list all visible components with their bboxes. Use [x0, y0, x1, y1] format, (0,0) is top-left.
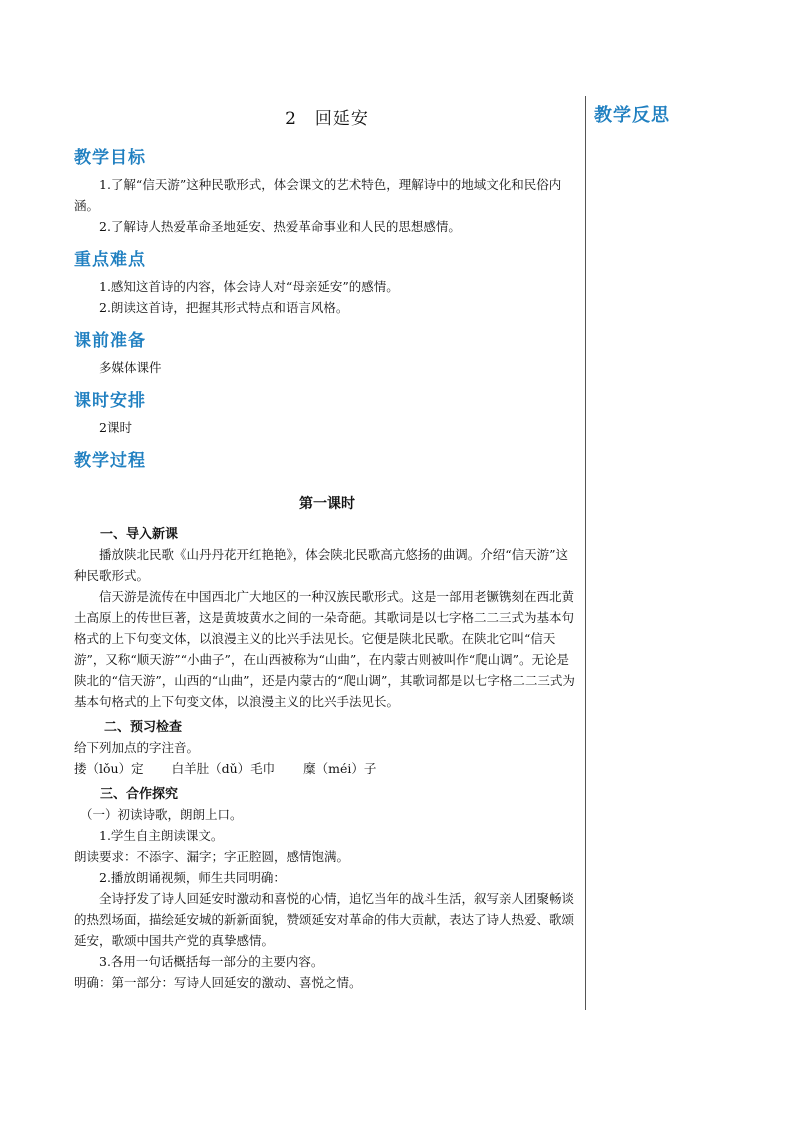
- schedule-heading: 课时安排: [74, 391, 146, 411]
- part1-paragraph: 播放陕北民歌《山丹丹花开红艳艳》，体会陕北民歌高亢悠扬的曲调。介绍“信天游”这种民歌形式。: [74, 547, 569, 583]
- process-heading: 教学过程: [74, 451, 146, 471]
- part3-text: 全诗抒发了诗人回延安时激动和喜悦的心情，追忆当年的战斗生活，叙写亲人团聚畅谈的热烈场面，描绘延安城的新新面貌，赞颂延安对革命的伟大贡献，表达了诗人热爱、歌颂延安，歌颂中国共产党的真挚感情。: [74, 891, 575, 948]
- part1-heading: 一、导入新课: [100, 527, 179, 542]
- pinyin-word: 白羊肚（dǔ）毛巾: [171, 761, 276, 776]
- schedule-text: 2课时: [99, 420, 132, 435]
- main-column: [74, 96, 580, 993]
- part3-text: 1.学生自主朗读课文。: [99, 828, 224, 843]
- part1-paragraph: 信天游是流传在中国西北广大地区的一种汉族民歌形式。这是一部用老镢镌刻在西北黄土高原上的传世巨著，这是黄坡黄水之间的一朵奇葩。其歌词是以七字格二二三式为基本句格式的上下句变文体，以浪漫主义的比兴手法见长。它便是陕北民歌。在陕北它叫“信天游”，又称“顺天游”“小曲子”，在山西被称为“山曲”，在内蒙古则被叫作“爬山调”。无论是陕北的“信天游”，山西的“山曲”，还是内蒙古的“爬山调”，其歌词都是以七字格二二三式为基本句格式的上下句变文体，以浪漫主义的比兴手法见长。: [74, 589, 575, 709]
- part3-subheading: （一）初读诗歌，朗朗上口。: [80, 807, 243, 822]
- preparation-text: 多媒体课件: [99, 360, 162, 375]
- pinyin-word: 搂（lǒu）定: [74, 761, 144, 776]
- part2-heading: 二、预习检查: [104, 720, 183, 735]
- part3-text: 3.各用一句话概括每一部分的主要内容。: [99, 954, 324, 969]
- lesson-title: 第一课时: [299, 496, 355, 512]
- part2-instruction: 给下列加点的字注音。: [74, 740, 200, 755]
- column-divider: [585, 96, 586, 1010]
- preparation-heading: 课前准备: [74, 331, 146, 351]
- objective-item: 2.了解诗人热爱革命圣地延安、热爱革命事业和人民的思想感情。: [99, 219, 461, 234]
- key-point-item: 2.朗读这首诗，把握其形式特点和语言风格。: [99, 300, 349, 315]
- key-points-heading: 重点难点: [74, 250, 146, 270]
- page-title: 2 回延安: [285, 109, 369, 129]
- reflection-column-title: 教学反思: [594, 105, 670, 126]
- part3-text: 朗读要求：不添字、漏字；字正腔圆，感情饱满。: [74, 849, 350, 864]
- pinyin-word: 糜（méi）子: [303, 761, 377, 776]
- part3-text: 2.播放朗诵视频，师生共同明确：: [99, 870, 286, 885]
- part3-text: 明确：第一部分：写诗人回延安的激动、喜悦之情。: [74, 975, 362, 990]
- objective-item: 1.了解“信天游”这种民歌形式，体会课文的艺术特色，理解诗中的地域文化和民俗内涵。: [74, 177, 562, 213]
- part3-heading: 三、合作探究: [100, 787, 179, 802]
- key-point-item: 1.感知这首诗的内容，体会诗人对“母亲延安”的感情。: [99, 279, 399, 294]
- pinyin-words: [74, 758, 580, 779]
- objectives-heading: 教学目标: [74, 148, 146, 168]
